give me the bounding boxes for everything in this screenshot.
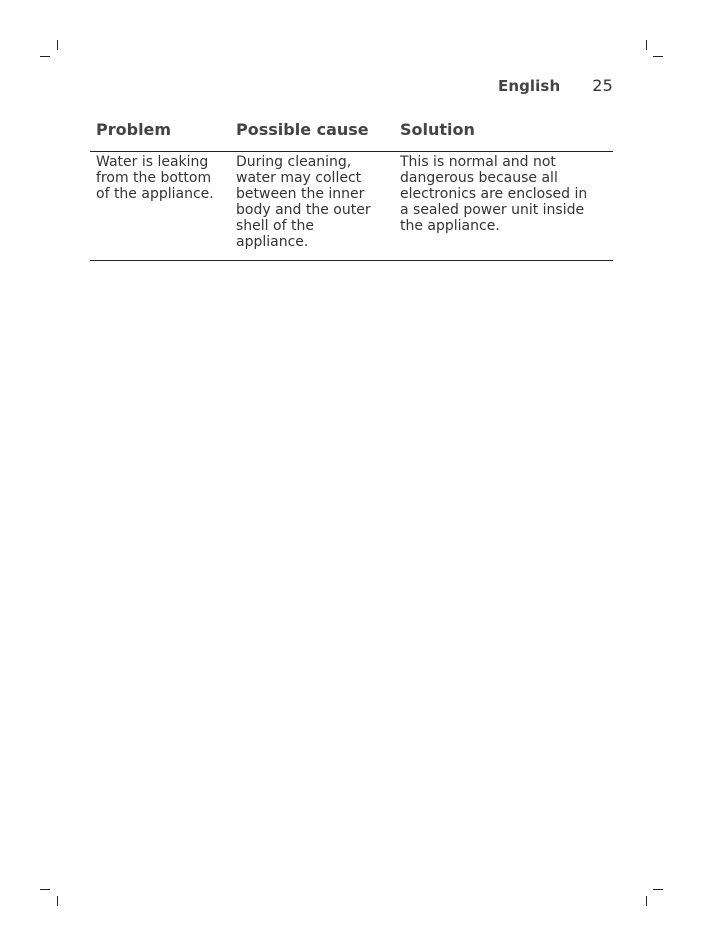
cell-line: water may collect — [236, 170, 362, 186]
page-header — [498, 76, 613, 95]
cell-line: a sealed power unit inside — [400, 202, 585, 218]
cell-problem — [90, 152, 230, 261]
table-row — [90, 152, 613, 261]
troubleshooting-table — [90, 118, 613, 261]
header-solution: Solution — [394, 118, 613, 152]
cell-line: of the appliance. — [96, 186, 214, 202]
crop-mark-bottom-left-h — [40, 889, 50, 890]
cell-line: appliance. — [236, 234, 309, 250]
language-label: English — [497, 77, 561, 95]
page-number: 25 — [592, 76, 613, 95]
cell-line: electronics are enclosed in — [400, 186, 588, 202]
cell-line: Water is leaking — [96, 154, 209, 170]
cell-line: from the bottom — [96, 170, 212, 186]
crop-mark-top-right-v — [646, 40, 647, 50]
crop-mark-bottom-right-v — [646, 896, 647, 906]
cell-line: This is normal and not — [400, 154, 556, 170]
crop-mark-top-right-h — [653, 56, 663, 57]
crop-mark-bottom-left-v — [57, 896, 58, 906]
cell-possible-cause — [230, 152, 394, 261]
table-header-row — [90, 118, 613, 152]
cell-line: shell of the — [236, 218, 314, 234]
cell-line: body and the outer — [236, 202, 371, 218]
cell-line: the appliance. — [400, 218, 500, 234]
cell-line: During cleaning, — [236, 154, 352, 170]
cell-line: dangerous because all — [400, 170, 558, 186]
crop-mark-top-left-v — [57, 40, 58, 50]
header-possible-cause: Possible cause — [230, 118, 394, 152]
cell-solution — [394, 152, 613, 261]
crop-mark-top-left-h — [40, 56, 50, 57]
cell-line: between the inner — [236, 186, 365, 202]
crop-mark-bottom-right-h — [653, 889, 663, 890]
header-problem: Problem — [90, 118, 230, 152]
